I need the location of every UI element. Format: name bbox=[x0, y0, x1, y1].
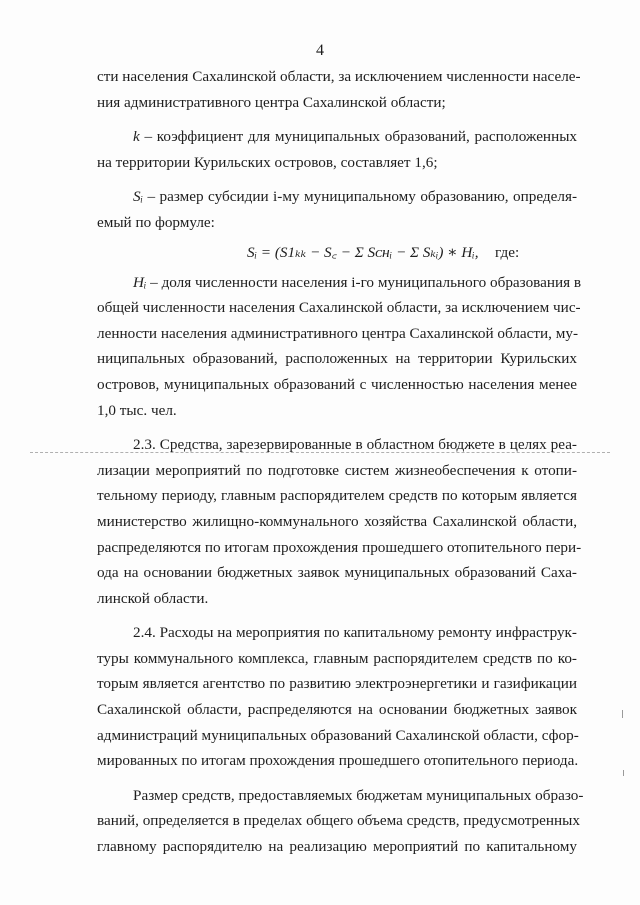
text-line: министерство жилищно-коммунального хозяйства Сахалинской области, bbox=[97, 512, 577, 530]
variable-h-i: Hᵢ bbox=[133, 273, 147, 291]
text-line: торым является агентство по развитию электроэнергетики и газификации bbox=[97, 675, 577, 693]
text-line: лизации мероприятий по подготовке систем жизнеобеспечения к отопи- bbox=[97, 461, 577, 479]
text-line: общей численности населения Сахалинской области, за исключением чис- bbox=[97, 299, 581, 317]
text-fragment: – доля численности населения i-го муниципального образования в bbox=[150, 273, 582, 291]
document-body bbox=[97, 64, 584, 860]
scan-artifact-mark bbox=[623, 770, 624, 776]
text-line-hi-definition bbox=[97, 270, 582, 296]
text-line-si-definition bbox=[97, 184, 577, 210]
text-line: ниципальных образований, расположенных на территории Курильских bbox=[97, 350, 577, 368]
text-line: сти населения Сахалинской области, за исключением численности населе- bbox=[97, 68, 581, 85]
variable-s-i: Sᵢ bbox=[133, 188, 143, 206]
text-line: Размер средств, предоставляемых бюджетам муниципальных образо- bbox=[133, 786, 584, 804]
text-line: на территории Курильских островов, составляет 1,6; bbox=[97, 153, 438, 171]
text-line: Сахалинской области, распределяются на основании бюджетных заявок bbox=[97, 701, 577, 719]
formula-suffix: где: bbox=[495, 243, 520, 261]
scan-artifact-dashed-line bbox=[30, 452, 610, 454]
text-line: главному распорядителю на реализацию мероприятий по капитальному bbox=[97, 838, 577, 856]
text-line: ода на основании бюджетных заявок муниципальных образований Саха- bbox=[97, 564, 577, 582]
text-line: ваний, определяется в пределах общего объема средств, предусмотренных bbox=[97, 812, 580, 830]
scan-artifact-mark bbox=[622, 710, 623, 718]
text-line-section-2-4: 2.4. Расходы на мероприятия по капитальному ремонту инфраструк- bbox=[133, 624, 577, 642]
text-line: ния административного центра Сахалинской области; bbox=[97, 93, 446, 111]
text-line: администраций муниципальных образований Сахалинской области, сфор- bbox=[97, 726, 579, 744]
subsidy-formula: Sᵢ = (S1ₖₖ − S꜀ − Σ Sᴄʜᵢ − Σ Sₖᵢ) ∗ Hᵢ, bbox=[247, 243, 479, 261]
text-line: емый по формуле: bbox=[97, 213, 215, 231]
text-line: туры коммунального комплекса, главным распорядителем средств по ко- bbox=[97, 649, 577, 667]
text-line-k-definition bbox=[97, 124, 577, 150]
text-line: распределяются по итогам прохождения прошедшего отопительного пери- bbox=[97, 538, 582, 556]
text-line: тельному периоду, главным распорядителем средств по которым является bbox=[97, 487, 577, 505]
text-line: 1,0 тыс. чел. bbox=[97, 401, 177, 419]
page-number: 4 bbox=[316, 42, 324, 59]
text-line: мированных по итогам прохождения прошедшего отопительного периода. bbox=[97, 752, 579, 770]
text-fragment: – размер субсидии i-му муниципальному образованию, определя- bbox=[147, 188, 577, 206]
variable-k: k bbox=[133, 128, 140, 146]
text-line: ленности населения административного центра Сахалинской области, му- bbox=[97, 324, 579, 342]
text-line-section-2-3: 2.3. Средства, зарезервированные в областном бюджете в целях реа- bbox=[133, 436, 577, 454]
text-line: линской области. bbox=[97, 589, 209, 607]
text-fragment: – коэффициент для муниципальных образований, расположенных bbox=[144, 128, 577, 146]
formula-line bbox=[97, 236, 577, 270]
text-line: островов, муниципальных образований с численностью населения менее bbox=[97, 375, 577, 393]
